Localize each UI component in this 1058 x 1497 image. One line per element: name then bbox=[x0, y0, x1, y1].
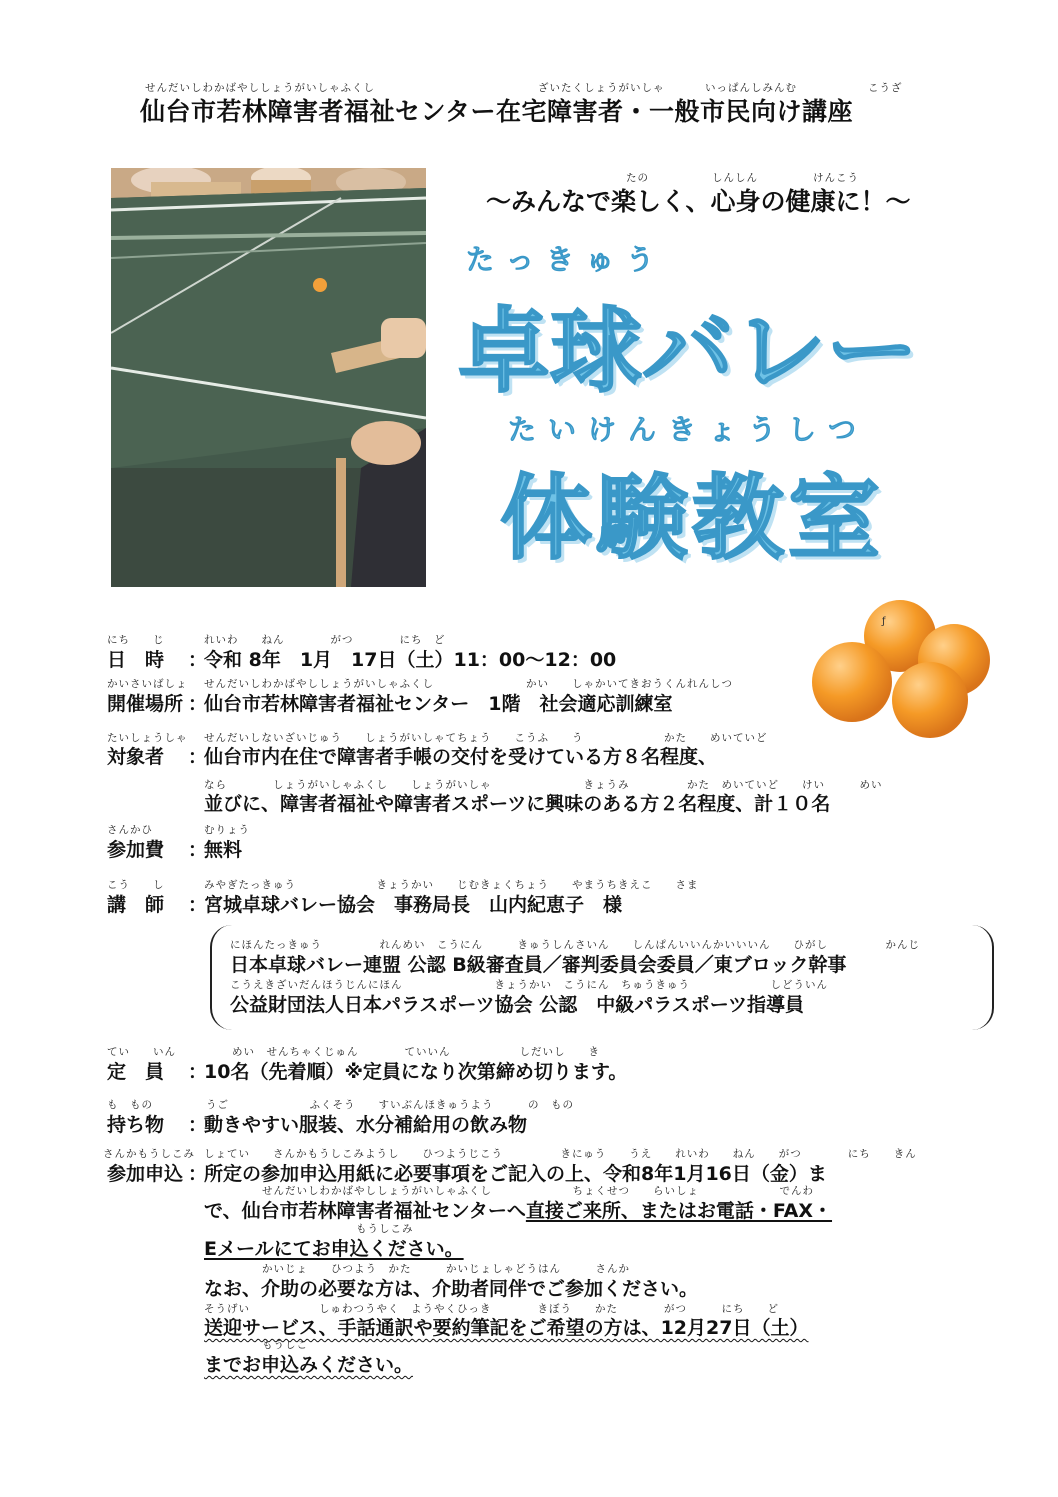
date-label-furigana: にち じ bbox=[107, 634, 165, 646]
apply-line6-furigana: もうしこ bbox=[262, 1339, 308, 1351]
capacity-label: 定 員 bbox=[107, 1061, 165, 1083]
target-label-furigana: たいしょうしゃ bbox=[107, 732, 188, 744]
apply-line2-part1: で、仙台市若林障害者福祉センターへ bbox=[204, 1200, 526, 1222]
target-value-line1: 仙台市内在住で障害者手帳の交付を受けている方８名程度、 bbox=[204, 746, 718, 768]
subtitle-furigana-3: けんこう bbox=[813, 172, 859, 184]
items-label: 持ち物 bbox=[107, 1114, 165, 1136]
fee-label-furigana: さんかひ bbox=[107, 824, 153, 836]
header-furigana-right1: いっぱんしみんむ bbox=[705, 82, 797, 94]
target-colon: ： bbox=[188, 746, 208, 768]
apply-line4-furigana: かいじょ ひつよう かた かいじょしゃどうはん さんか bbox=[262, 1263, 630, 1275]
main-title-line1: 卓球バレー bbox=[458, 298, 919, 405]
fee-label: 参加費 bbox=[107, 839, 165, 861]
apply-label-furigana: さんかもうしこみ bbox=[103, 1148, 195, 1160]
header-title: 仙台市若林障害者福祉センター在宅障害者・一般市民向け講座 bbox=[140, 97, 854, 126]
instructor-colon: ： bbox=[188, 894, 208, 916]
items-value-furigana: うご ふくそう すいぶんほきゅうよう の もの bbox=[206, 1099, 574, 1111]
instructor-value: 宮城卓球バレー協会 事務局長 山内紀恵子 様 bbox=[204, 894, 623, 916]
instructor-note1-furigana: にほんたっきゅう れんめい こうにん きゅうしんさいん しんぱんいいんかいいいん ひがし かんじ bbox=[230, 939, 920, 951]
apply-line4: なお、介助の必要な方は、介助者同伴でご参加ください。 bbox=[204, 1278, 699, 1300]
capacity-value: 10名（先着順）※定員になり次第締め切ります。 bbox=[204, 1061, 628, 1083]
apply-line2-furigana: せんだいしわかばやししょうがいしゃふくし ちょくせつ らいしょ でんわ bbox=[262, 1185, 814, 1197]
items-value: 動きやすい服装、水分補給用の飲み物 bbox=[204, 1114, 528, 1136]
venue-colon: ： bbox=[188, 693, 208, 715]
apply-line5: 送迎サービス、手話通訳や要約筆記をご希望の方は、12月27日（土） bbox=[204, 1317, 809, 1339]
instructor-label-furigana: こう し bbox=[107, 879, 165, 891]
instructor-value-furigana: みやぎたっきゅう きょうかい じむきょくちょう やまうちきえこ さま bbox=[204, 879, 699, 891]
capacity-colon: ： bbox=[188, 1061, 208, 1083]
target-label: 対象者 bbox=[107, 746, 165, 768]
ping-pong-balls-image bbox=[812, 600, 992, 742]
apply-line5-furigana: そうげい しゅわつうやく ようやくひっき きぼう かた がつ にち ど bbox=[204, 1303, 779, 1315]
capacity-value-furigana: めい せんちゃくじゅん ていいん しだいし き bbox=[232, 1046, 600, 1058]
apply-line2-part2: 直接ご来所、またはお電話・FAX・ bbox=[525, 1200, 833, 1222]
date-label: 日 時 bbox=[107, 649, 165, 671]
target-value1-furigana: せんだいしないざいじゅう しょうがいしゃてちょう こうふ う かた めいていど bbox=[204, 732, 768, 744]
apply-line1-furigana: しょてい さんかもうしこみようし ひつようじこう きにゅう うえ れいわ ねん がつ にち きん bbox=[204, 1148, 917, 1160]
apply-line2 bbox=[204, 1196, 832, 1223]
subtitle-furigana-1: たの bbox=[626, 172, 649, 184]
capacity-label-furigana: てい いん bbox=[107, 1046, 176, 1058]
instructor-note1: 日本卓球バレー連盟 公認 B級審査員／審判委員会委員／東ブロック幹事 bbox=[230, 954, 847, 976]
table-volleyball-photo bbox=[111, 168, 426, 587]
main-title-line2-furigana: たいけんきょうしつ bbox=[508, 413, 869, 446]
apply-line1: 所定の参加申込用紙に必要事項をご記入の上、令和8年1月16日（金）ま bbox=[204, 1163, 827, 1185]
apply-line6: までお申込みください。 bbox=[204, 1354, 414, 1376]
target-value2-furigana: なら しょうがいしゃふくし しょうがいしゃ きょうみ かた めいていど けい めい bbox=[204, 779, 883, 791]
svg-text:ƒ: ƒ bbox=[882, 616, 886, 627]
apply-line3-furigana: もうしこみ bbox=[356, 1223, 414, 1235]
venue-value: 仙台市若林障害者福祉センター 1階 社会適応訓練室 bbox=[204, 693, 673, 715]
apply-label: 参加申込 bbox=[107, 1163, 184, 1185]
fee-value: 無料 bbox=[204, 839, 243, 861]
header-furigana-mid: ざいたくしょうがいしゃ bbox=[538, 82, 665, 94]
instructor-note2: 公益財団法人日本パラスポーツ協会 公認 中級パラスポーツ指導員 bbox=[230, 994, 804, 1016]
apply-colon: ： bbox=[188, 1163, 208, 1185]
target-value-line2: 並びに、障害者福祉や障害者スポーツに興味のある方２名程度、計１０名 bbox=[204, 793, 831, 815]
fee-colon: ： bbox=[188, 839, 208, 861]
date-colon: ： bbox=[188, 649, 208, 671]
instructor-note2-furigana: こうえきざいだんほうじんにほん きょうかい こうにん ちゅうきゅう しどういん bbox=[230, 979, 828, 991]
main-title-line2: 体験教室 bbox=[500, 465, 885, 572]
venue-value-furigana: せんだいしわかばやししょうがいしゃふくし かい しゃかいてきおうくんれんしつ bbox=[204, 678, 733, 690]
header-furigana-left: せんだいしわかばやししょうがいしゃふくし bbox=[145, 82, 375, 94]
venue-label: 開催場所 bbox=[107, 693, 184, 715]
apply-line3: Eメールにてお申込ください。 bbox=[204, 1238, 464, 1260]
date-value-furigana: れいわ ねん がつ にち ど bbox=[204, 634, 446, 646]
subtitle-furigana-2: しんしん bbox=[712, 172, 758, 184]
items-colon: ： bbox=[188, 1114, 208, 1136]
fee-value-furigana: むりょう bbox=[204, 824, 250, 836]
header-furigana-right2: こうざ bbox=[868, 82, 903, 94]
instructor-label: 講 師 bbox=[107, 894, 165, 916]
subtitle: ～みんなで楽しく、心身の健康に！～ bbox=[486, 187, 911, 216]
items-label-furigana: も もの bbox=[107, 1099, 153, 1111]
date-value: 令和 8年 1月 17日（土）11：00～12：00 bbox=[204, 649, 617, 671]
venue-label-furigana: かいさいばしょ bbox=[107, 678, 188, 690]
main-title-line1-furigana: たっきゅう bbox=[466, 243, 667, 276]
